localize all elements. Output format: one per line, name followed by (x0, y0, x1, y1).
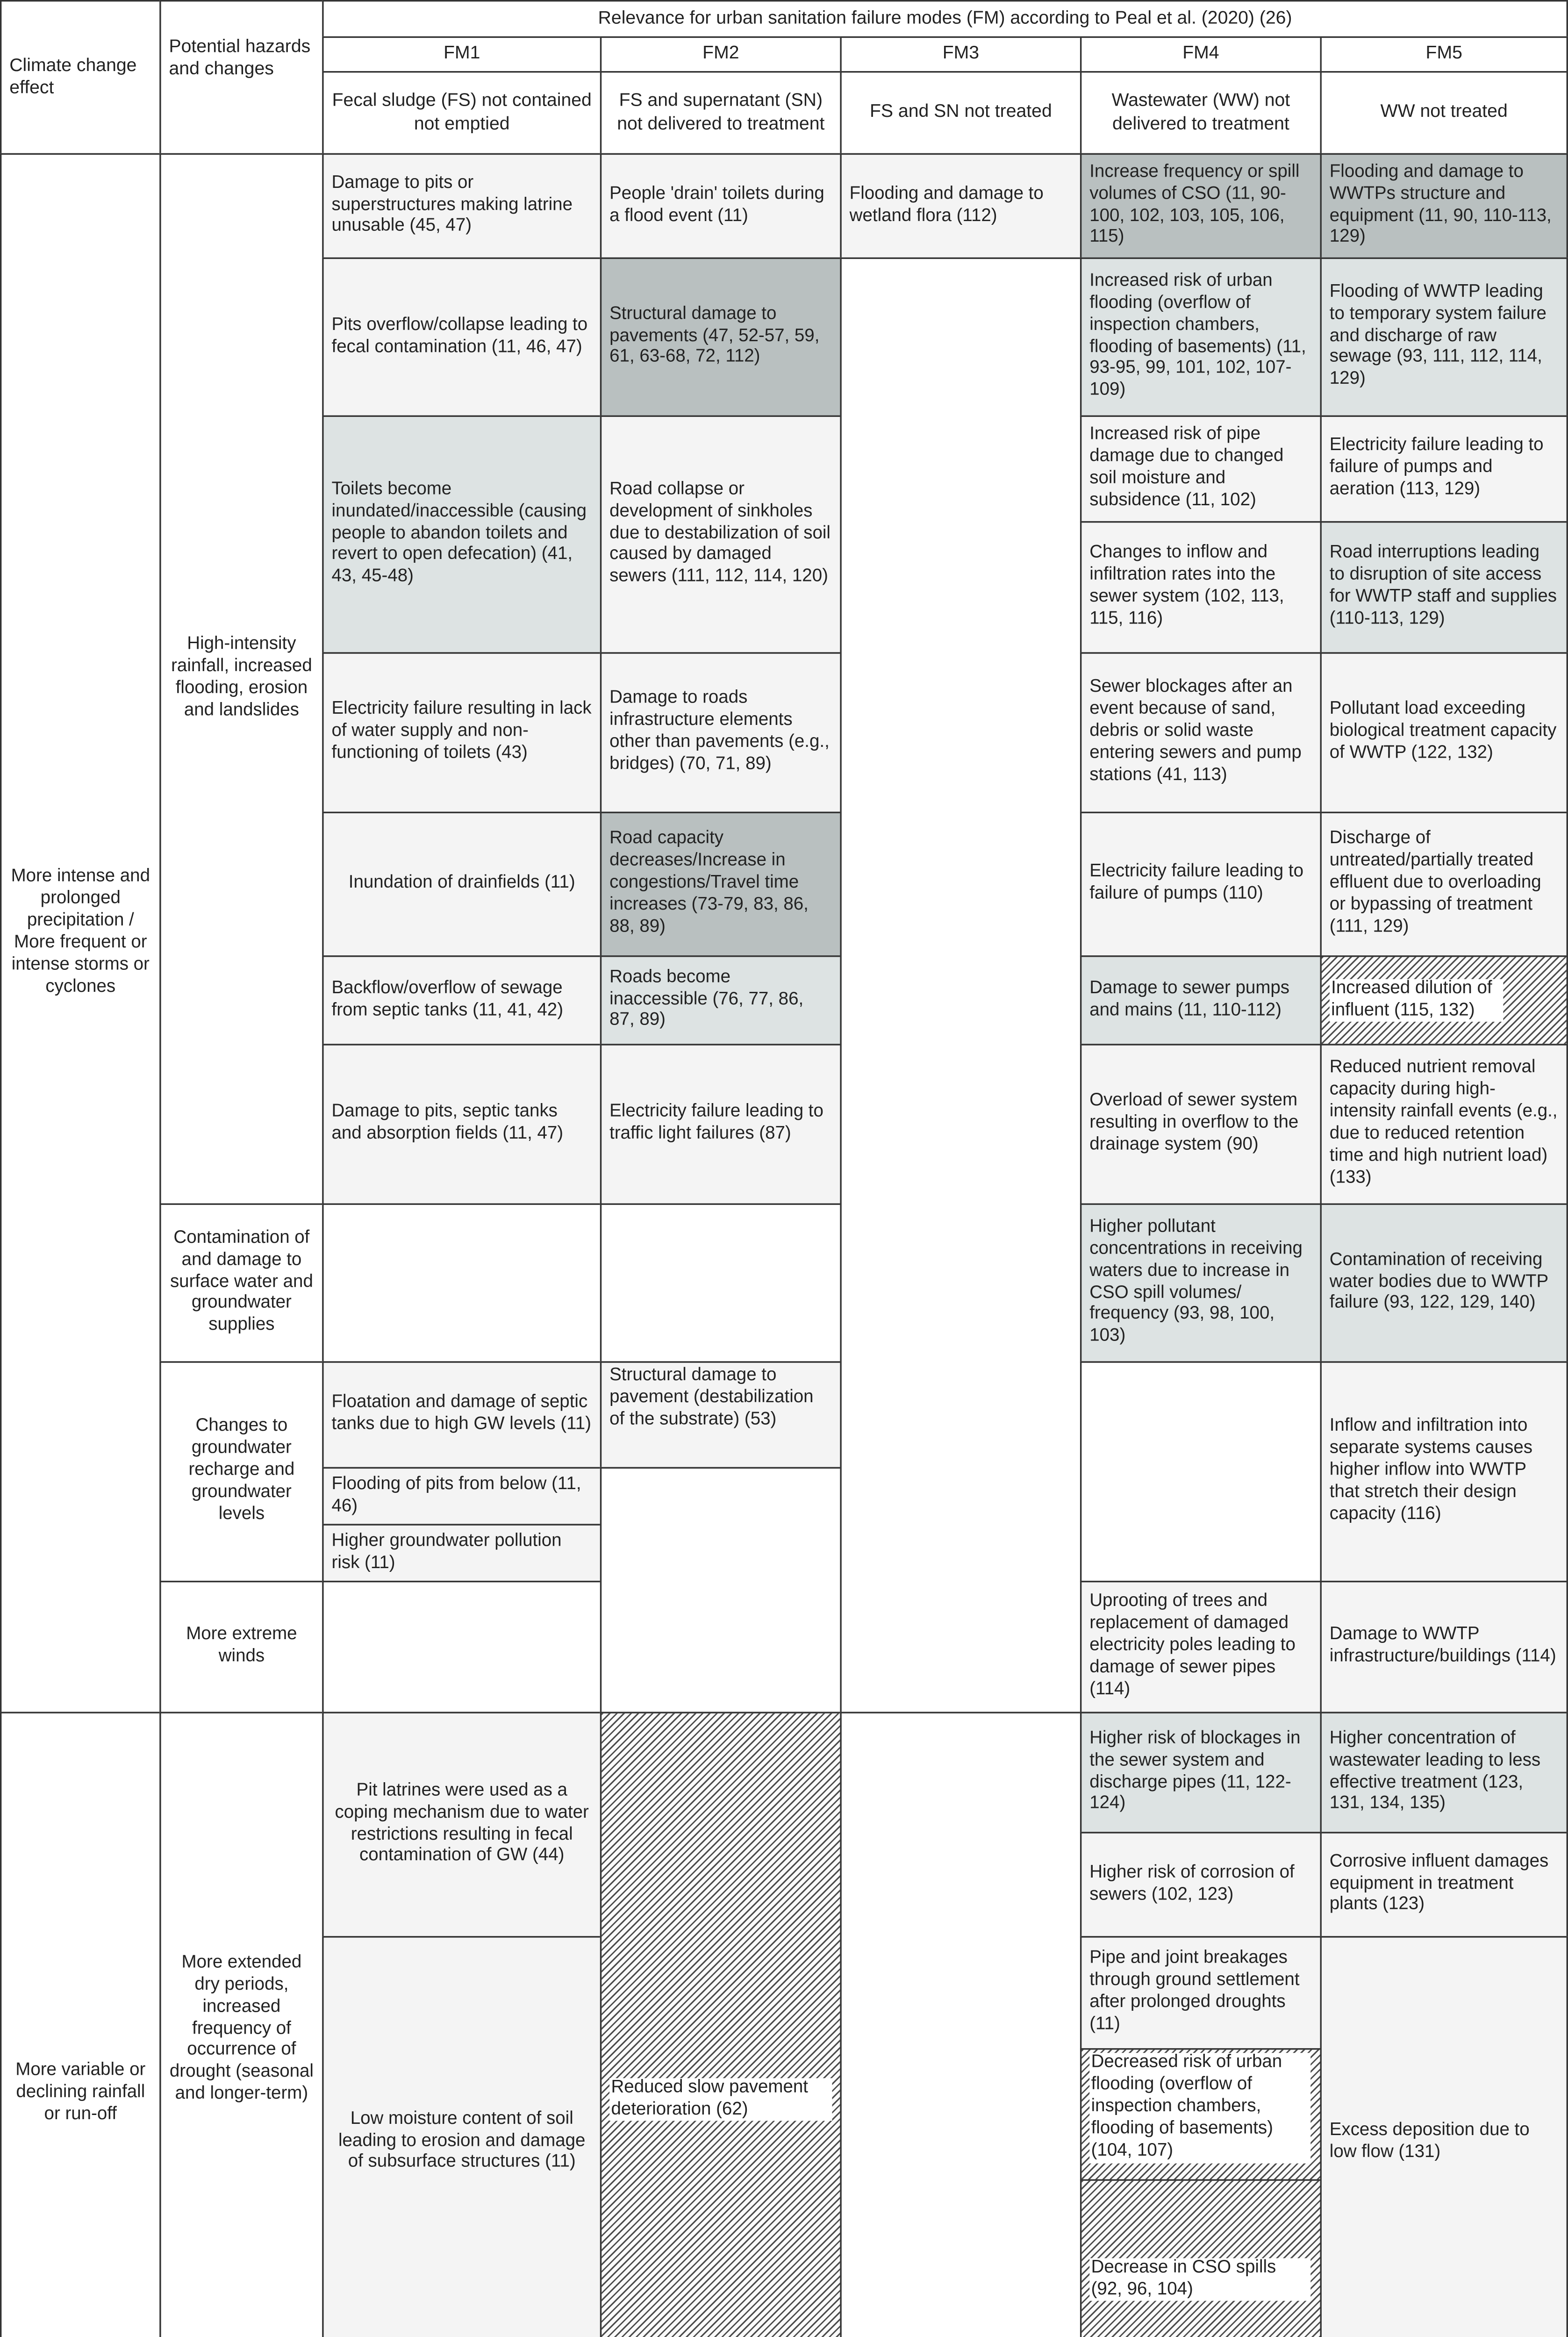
fm5-text: Flooding of WWTP leading to temporary system failure and discharge of raw sewage (93, 111, 112, 114, 129) (1329, 282, 1547, 389)
fm5-desc: WW not treated (1380, 101, 1508, 122)
fm4-cell (1080, 652, 1322, 813)
fm4-empty-cell (1080, 1361, 1322, 1582)
fm4-cell (1080, 416, 1322, 523)
fm2-text: Road capacity decreases/Increase in congestions/Travel time increases (73-79, 83, 86, 88, 89) (609, 829, 809, 937)
fm2-text: People 'drain' toilets during a flood event (11) (609, 184, 824, 225)
fm2-code: FM2 (702, 43, 739, 64)
fm2-cell (600, 812, 842, 957)
fm5-cell (1320, 1361, 1568, 1582)
fm5-text: Road interruptions leading to disruption of site access for WWTP staff and supplies (110-113, 129) (1329, 543, 1557, 629)
header-fm3-code (840, 36, 1081, 73)
fm5-cell (1320, 153, 1568, 259)
fm1-cell (322, 258, 601, 417)
fm2-cell (600, 652, 842, 813)
fm5-text: Contamination of receiving water bodies due to WWTP failure (93, 122, 129, 140) (1329, 1250, 1548, 1313)
header-fm1-desc (322, 71, 601, 155)
fm2-cell (600, 153, 842, 259)
climate-dry-text: More variable or declining rainfall or run-off (15, 2061, 146, 2124)
header-potential-hazards (159, 0, 323, 155)
fm4-cell (1080, 1936, 1322, 2050)
fm2-text: Electricity failure leading to traffic light failures (87) (609, 1102, 823, 1144)
fm2-text: Structural damage to pavements (47, 52-57, 59, 61, 63-68, 72, 112) (609, 304, 820, 367)
climate-wet (0, 153, 161, 1713)
header-relevance (322, 0, 1568, 38)
header-fm1-code (322, 36, 601, 73)
fm4-text: Uprooting of trees and replacement of damaged electricity poles leading to damage of sewer pipes (114) (1089, 1592, 1296, 1699)
fm1-empty-cell (322, 1581, 601, 1713)
header-hazards-text: Potential hazards and changes (169, 36, 311, 79)
climate-dry (0, 1712, 161, 2337)
fm5-text: Electricity failure leading to failure of pumps and aeration (113, 129) (1329, 436, 1544, 499)
hazard-rainfall-text: High-intensity rainfall, increased flooding, erosion and landslides (171, 635, 312, 720)
fm4-desc: Wastewater (WW) not delivered to treatment (1111, 90, 1290, 134)
hazard-contamination-text: Contamination of and damage to surface water and groundwater supplies (170, 1228, 313, 1335)
fm1-text: Pits overflow/collapse leading to fecal contamination (11, 46, 47) (331, 315, 588, 356)
hazard-drought-text: More extended dry periods, increased frequency of occurrence of drought (seasonal and longer-term) (169, 1953, 314, 2104)
fm4-text: Higher pollutant concentrations in receiving waters due to increase in CSO spill volumes/ frequency (93, 98, 100, 103) (1089, 1217, 1303, 1346)
header-fm2-code (600, 36, 842, 73)
fm2-text: Structural damage to pavement (destabilization of the substrate) (53) (609, 1366, 814, 1429)
fm4-text: Higher risk of blockages in the sewer system and discharge pipes (11, 122-124) (1089, 1728, 1301, 1814)
fm4-text: Changes to inflow and infiltration rates into the sewer system (102, 113, 115, 116) (1089, 543, 1284, 629)
fm2-text: Damage to roads infrastructure elements other than pavements (e.g., bridges) (70, 71, 89) (609, 688, 830, 774)
fm5-text: Corrosive influent damages equipment in treatment plants (123) (1329, 1851, 1549, 1915)
fm4-text: Decreased risk of urban flooding (overflow of inspection chambers, flooding of basements) (104, 107) (1089, 2053, 1310, 2163)
fm1-cell (322, 416, 601, 654)
fm5-text: Increased dilution of influent (115, 132) (1330, 978, 1504, 1022)
fm2-desc: FS and supernatant (SN) not delivered to treatment (617, 90, 825, 134)
fm5-cell (1320, 1832, 1568, 1937)
fm2-text: Road collapse or development of sinkholes due to destabilization of soil caused by damaged sewers (111, 112, 114, 120) (609, 480, 831, 587)
fm2-empty-cell (600, 1467, 842, 1713)
fm5-cell (1320, 1203, 1568, 1362)
fm3-text: Flooding and damage to wetland flora (112) (849, 184, 1044, 225)
hazard-winds-text: More extreme winds (186, 1625, 297, 1666)
fm2-hatched-cell (600, 1712, 842, 2337)
hazard-rainfall (159, 153, 323, 1205)
fm5-cell (1320, 1712, 1568, 1833)
fm4-text: Damage to sewer pumps and mains (11, 110-112) (1089, 978, 1290, 1019)
fm3-code: FM3 (942, 43, 980, 64)
fm2-cell (600, 955, 842, 1046)
hazard-contamination (159, 1203, 323, 1362)
fm1-text: Pit latrines were used as a coping mechanism due to water restrictions resulting in fecal contamination of GW (44) (335, 1781, 589, 1866)
fm1-cell (322, 955, 601, 1046)
fm5-cell (1320, 416, 1568, 523)
fm4-cell (1080, 1044, 1322, 1205)
header-fm4-code (1080, 36, 1322, 73)
fm1-text: Toilets become inundated/inaccessible (causing people to abandon toilets and revert to open defecation) (41, 43, 45-48) (331, 480, 587, 587)
fm2-text: Reduced slow pavement deterioration (62) (609, 2078, 832, 2122)
fm4-text: Overload of sewer system resulting in overflow to the drainage system (90) (1089, 1091, 1299, 1154)
fm4-hatched-cell (1080, 2179, 1322, 2337)
header-fm4-desc (1080, 71, 1322, 155)
fm5-code: FM5 (1425, 43, 1462, 64)
hazard-winds (159, 1581, 323, 1713)
fm3-empty-cell (840, 1712, 1081, 2337)
fm4-text: Decrease in CSO spills (92, 96, 104) (1089, 2258, 1310, 2301)
fm5-cell (1320, 812, 1568, 957)
header-climate-effect (0, 0, 161, 155)
header-fm5-code (1320, 36, 1568, 73)
fm1-cell (322, 1712, 601, 1937)
fm1-cell (322, 1467, 601, 1526)
fm4-text: Increased risk of pipe damage due to changed soil moisture and subsidence (11, 102) (1089, 425, 1284, 510)
header-fm5-desc (1320, 71, 1568, 155)
fm4-text: Sewer blockages after an event because of sand, debris or solid waste entering sewers and pump stations (41, 113) (1089, 678, 1302, 785)
fm1-text: Floatation and damage of septic tanks due to high GW levels (11) (331, 1393, 591, 1434)
fm5-text: Flooding and damage to WWTPs structure and equipment (11, 90, 110-113, 129) (1329, 162, 1552, 247)
fm1-text: Damage to pits or superstructures making latrine unusable (45, 47) (331, 173, 573, 236)
fm4-cell (1080, 1581, 1322, 1713)
hazard-drought (159, 1712, 323, 2337)
fm1-text: Inundation of drainfields (11) (348, 873, 575, 893)
fm5-text: Discharge of untreated/partially treated effluent due to overloading or bypassing of treatment (111, 129) (1329, 829, 1541, 937)
fm5-cell (1320, 258, 1568, 417)
fm2-cell (600, 258, 842, 417)
fm4-cell (1080, 153, 1322, 259)
header-climate-text: Climate change effect (9, 55, 137, 98)
fm4-hatched-cell (1080, 2048, 1322, 2181)
header-fm2-desc (600, 71, 842, 155)
fm1-desc: Fecal sludge (FS) not contained not emptied (332, 90, 592, 134)
fm1-text: Low moisture content of soil leading to erosion and damage of subsurface structures (11) (338, 2109, 586, 2172)
fm4-text: Pipe and joint breakages through ground settlement after prolonged droughts (11) (1089, 1949, 1300, 2034)
fm2-empty-cell (600, 1203, 842, 1362)
fm1-cell (322, 812, 601, 957)
fm4-text: Increase frequency or spill volumes of CSO (11, 90-100, 102, 103, 105, 106, 115) (1089, 162, 1300, 247)
fm4-text: Higher risk of corrosion of sewers (102, 123) (1089, 1863, 1295, 1904)
fm4-cell (1080, 812, 1322, 957)
fm4-code: FM4 (1182, 43, 1219, 64)
fm1-cell (322, 1044, 601, 1205)
climate-wet-text: More intense and prolonged precipitation / More frequent or intense storms or cyclones (11, 867, 150, 996)
fm4-text: Increased risk of urban flooding (overflow of inspection chambers, flooding of basements) (11, 93-95, 99, 101, 102, 107-109) (1089, 271, 1306, 400)
fm1-text: Flooding of pits from below (11, 46) (331, 1474, 581, 1515)
fm1-cell (322, 1524, 601, 1582)
fm2-text: Roads become inaccessible (76, 77, 86, 87, 89) (609, 967, 804, 1031)
fm5-text: Excess deposition due to low flow (131) (1329, 2120, 1530, 2161)
fm1-text: Higher groundwater pollution risk (11) (331, 1531, 562, 1572)
fm5-cell (1320, 1936, 1568, 2337)
fm5-text: Damage to WWTP infrastructure/buildings (114) (1329, 1625, 1556, 1666)
fm4-cell (1080, 955, 1322, 1046)
fm5-hatched-cell (1320, 955, 1568, 1046)
hazard-groundwater (159, 1361, 323, 1582)
fm4-text: Electricity failure leading to failure of pumps (110) (1089, 862, 1304, 903)
fm2-cell (600, 1044, 842, 1205)
fm3-cell (840, 153, 1081, 259)
fm2-cell (600, 1361, 842, 1469)
fm1-text: Electricity failure resulting in lack of water supply and non-functioning of toilets (43) (331, 700, 592, 763)
fm1-cell (322, 153, 601, 259)
fm1-text: Backflow/overflow of sewage from septic tanks (11, 41, 42) (331, 978, 564, 1019)
fm1-cell (322, 652, 601, 813)
fm3-empty-cell (840, 258, 1081, 1713)
fm5-cell (1320, 1044, 1568, 1205)
fm4-cell (1080, 1712, 1322, 1833)
fm3-desc: FS and SN not treated (869, 101, 1052, 122)
fm5-text: Reduced nutrient removal capacity during high-intensity rainfall events (e.g., due to reduced retention time and high nutrient load) (133) (1329, 1058, 1558, 1188)
fm4-cell (1080, 1832, 1322, 1937)
fm4-cell (1080, 258, 1322, 417)
hazard-groundwater-text: Changes to groundwater recharge and groundwater levels (188, 1417, 295, 1524)
fm5-cell (1320, 652, 1568, 813)
fm5-cell (1320, 1581, 1568, 1713)
fm1-empty-cell (322, 1203, 601, 1362)
fm1-text: Damage to pits, septic tanks and absorption fields (11, 47) (331, 1102, 564, 1144)
fm1-code: FM1 (444, 43, 480, 64)
fm1-cell (322, 1361, 601, 1469)
fm4-cell (1080, 521, 1322, 654)
fm1-cell (322, 1936, 601, 2337)
fm5-text: Inflow and infiltration into separate systems causes higher inflow into WWTP that stretch their design capacity (116) (1329, 1417, 1533, 1524)
header-relevance-text: Relevance for urban sanitation failure modes (FM) according to Peal et al. (2020) (26) (598, 7, 1292, 29)
fm2-cell (600, 416, 842, 654)
fm5-cell (1320, 521, 1568, 654)
fm4-cell (1080, 1203, 1322, 1362)
fm5-text: Higher concentration of wastewater leading to less effective treatment (123, 131, 134, 135) (1329, 1728, 1541, 1814)
header-fm3-desc (840, 71, 1081, 155)
fm5-text: Pollutant load exceeding biological treatment capacity of WWTP (122, 132) (1329, 700, 1557, 763)
